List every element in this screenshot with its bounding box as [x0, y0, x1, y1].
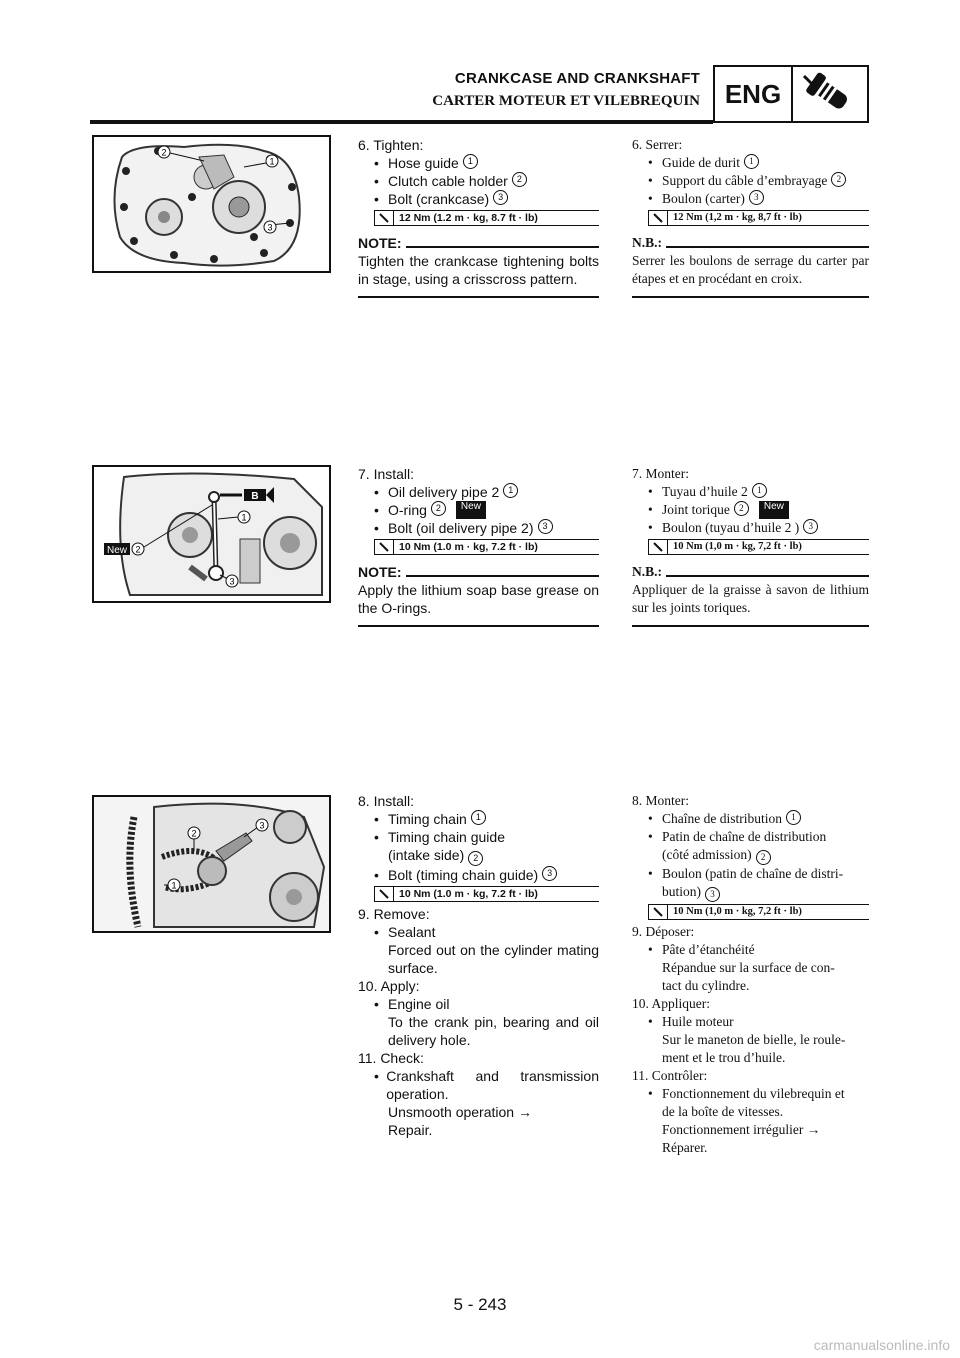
fr-step-7: 7. Monter: • Tuyau d’huile 2 1 • Joint torique 2 New • Boulon (tuyau d’huile 2 ) 3 10 Nm (1,0 m · kg, 7,2 ft · lb) N.B.: Appliquer de la graisse à savon de lithium sur les joints toriques.: [632, 465, 869, 627]
en-s11-title: 11. Check:: [358, 1050, 424, 1066]
fr-s8-torque: 10 Nm (1,0 m · kg, 7,2 ft · lb): [648, 904, 869, 920]
en-s7-item-1: Oil delivery pipe 2: [388, 484, 500, 500]
fig1-callout-3: 3: [267, 222, 273, 233]
en-step-6: 6. Tighten: • Hose guide 1 • Clutch cable holder 2 • Bolt (crankcase) 3 12 Nm (1.2 m · kg, 8.7 ft · lb) NOTE: Tighten the crankcase tightening bolts in stage, using a crisscross pattern.: [358, 136, 599, 298]
fr-s7-torque: 10 Nm (1,0 m · kg, 7,2 ft · lb): [648, 539, 869, 555]
wrench-icon: [649, 905, 668, 919]
fr-s9-title: 9. Déposer:: [632, 924, 695, 939]
timing-chain-illustration: [94, 797, 329, 931]
fr-s8-item-3: Boulon (patin de chaîne de distri-: [662, 866, 844, 881]
section-label: ENG: [715, 67, 793, 121]
fr-s6-title: 6. Serrer:: [632, 137, 683, 152]
fr-s10-desc-2: ment et le trou d’huile.: [662, 1050, 786, 1065]
fr-s6-item-3: Boulon (carter): [662, 191, 745, 206]
fr-s8-item-3b: bution): [662, 884, 701, 899]
fr-s9-item: Pâte d’étanchéité: [662, 942, 755, 957]
fr-s6-num-3: 3: [749, 190, 764, 205]
header-rule: [90, 120, 713, 124]
en-s9-item: Sealant: [388, 924, 436, 940]
fr-s6-item-2: Support du câble d’embrayage: [662, 173, 828, 188]
en-s11-desc-1: Unsmooth operation →: [388, 1104, 532, 1120]
en-s7-title: 7. Install:: [358, 466, 415, 482]
header-title-en: CRANKCASE AND CRANKSHAFT: [454, 70, 700, 87]
fr-s8-item-1: Chaîne de distribution: [662, 811, 782, 826]
en-s7-num-3: 3: [538, 519, 553, 534]
fr-s7-new-tag: New: [759, 501, 789, 519]
fr-s11-item-1: Fonctionnement du vilebrequin et: [662, 1086, 845, 1101]
figure-crankcase-bolts: [92, 135, 331, 273]
en-s8-item-3: Bolt (timing chain guide): [388, 867, 539, 883]
fr-s8-num-2: 2: [756, 850, 771, 865]
en-s6-item-1: Hose guide: [388, 155, 459, 171]
fr-s8-num-3: 3: [705, 887, 720, 902]
fr-s11-desc-2: Réparer.: [662, 1140, 708, 1155]
wrench-icon: [649, 211, 668, 225]
en-s10-title: 10. Apply:: [358, 978, 420, 994]
fr-s7-item-2: Joint torique: [662, 502, 730, 517]
crankcase-illustration: [94, 137, 329, 271]
en-s10-desc: To the crank pin, bearing and oil delivery hole.: [388, 1014, 599, 1048]
fr-s11-desc-1: Fonctionnement irrégulier →: [662, 1122, 821, 1137]
wrench-icon: [375, 887, 394, 901]
en-s7-note-label: NOTE:: [358, 564, 402, 580]
fr-s8-num-1: 1: [786, 810, 801, 825]
section-badge: [713, 65, 869, 123]
en-s8-item-1: Timing chain: [388, 811, 467, 827]
en-s6-num-3: 3: [493, 190, 508, 205]
en-s6-torque: 12 Nm (1.2 m · kg, 8.7 ft · lb): [374, 210, 599, 226]
fr-s7-item-1: Tuyau d’huile 2: [662, 484, 748, 499]
fig2-callout-3: 3: [229, 576, 235, 587]
en-step-7: 7. Install: • Oil delivery pipe 2 1 • O-ring 2 New • Bolt (oil delivery pipe 2) 3 10 Nm (1.0 m · kg, 7.2 ft · lb) NOTE: Apply the lithium soap base grease on the O-rings.: [358, 465, 599, 627]
en-s10-item: Engine oil: [388, 996, 450, 1012]
en-s9-title: 9. Remove:: [358, 906, 430, 922]
fr-step-6: 6. Serrer: • Guide de durit 1 • Support du câble d’embrayage 2 • Boulon (carter) 3 12 Nm (1,2 m · kg, 8,7 ft · lb) N.B.: Serrer les boulons de serrage du carter par étapes et en procédant en croix.: [632, 136, 869, 298]
fr-s11-item-2: de la boîte de vitesses.: [662, 1104, 784, 1119]
en-steps-8-11: 8. Install: • Timing chain 1 • Timing chain guide (intake side) 2 • Bolt (timing chain guide) 3 10 Nm (1.0 m · kg, 7.2 ft · lb) 9. Remove: • Sealant Forced out on the cylinder mating surface. 10. Apply: • Engine oil To the crank pin, bearing and oil delivery hole. 11. Check: • Crankshaft and transmission operation. Unsmooth operation → Repair.: [358, 793, 599, 1138]
fr-s6-num-1: 1: [744, 154, 759, 169]
oil-pipe-illustration: [94, 467, 329, 601]
svg-text:B: B: [251, 491, 259, 502]
en-s6-note-label: NOTE:: [358, 235, 402, 251]
fr-s9-desc-1: Répandue sur la surface de con-: [662, 960, 835, 975]
fig1-callout-2: 2: [161, 147, 167, 158]
fr-s10-title: 10. Appliquer:: [632, 996, 710, 1011]
en-s7-new-tag: New: [456, 501, 486, 519]
fr-s6-num-2: 2: [831, 172, 846, 187]
en-s8-title: 8. Install:: [358, 793, 415, 809]
fig3-callout-3: 3: [259, 820, 265, 831]
header-title-fr: CARTER MOTEUR ET VILEBREQUIN: [432, 93, 700, 109]
fr-s10-desc-1: Sur le maneton de bielle, le roule-: [662, 1032, 846, 1047]
en-s6-item-3: Bolt (crankcase): [388, 191, 490, 207]
fr-s7-note-label: N.B.:: [632, 564, 662, 579]
fr-s6-torque: 12 Nm (1,2 m · kg, 8,7 ft · lb): [648, 210, 869, 226]
en-s6-title: 6. Tighten:: [358, 137, 424, 153]
fr-s7-title: 7. Monter:: [632, 466, 689, 481]
en-s8-num-3: 3: [542, 866, 557, 881]
en-s6-note-text: Tighten the crankcase tightening bolts in stage, using a crisscross pattern.: [358, 253, 599, 287]
fig3-callout-1: 1: [171, 880, 177, 891]
fr-s11-title: 11. Contrôler:: [632, 1068, 708, 1083]
fr-s7-num-2: 2: [734, 501, 749, 516]
en-s8-num-2: 2: [468, 851, 483, 866]
watermark: carmanualsonline.info: [813, 1337, 950, 1353]
fr-s9-desc-2: tact du cylindre.: [662, 978, 750, 993]
fr-s6-note-label: N.B.:: [632, 235, 662, 250]
fr-s7-num-3: 3: [803, 519, 818, 534]
en-s8-item-2: Timing chain guide: [388, 829, 505, 845]
en-s7-item-3: Bolt (oil delivery pipe 2): [388, 520, 534, 536]
en-s7-torque: 10 Nm (1.0 m · kg, 7.2 ft · lb): [374, 539, 599, 555]
wrench-icon: [375, 211, 394, 225]
fr-steps-8-11: 8. Monter: • Chaîne de distribution 1 • Patin de chaîne de distribution (côté admission) 2 • Boulon (patin de chaîne de distri- bution) 3 10 Nm (1,0 m · kg, 7,2 ft · lb) 9. Déposer: • Pâte d’étanchéité Répandue sur la surface de con- tact du cylindre. 10. Appliquer: • Huile moteur Sur le maneton de bielle, le roule- ment et le trou d’huile. 11. Contrôler: • Fonctionnement du vilebrequin et de la boîte de vitesses. Fonctionnement irrégulier → Réparer.: [632, 792, 869, 1157]
fig3-callout-2: 2: [191, 828, 197, 839]
fr-s8-item-2b: (côté admission): [662, 847, 752, 862]
en-s8-num-1: 1: [471, 810, 486, 825]
en-s7-item-2: O-ring: [388, 502, 427, 518]
fr-s8-title: 8. Monter:: [632, 793, 689, 808]
en-s6-num-2: 2: [512, 172, 527, 187]
wrench-icon: [375, 540, 394, 554]
fig2-new-tag: New: [106, 545, 128, 556]
en-s7-num-2: 2: [431, 501, 446, 516]
en-s6-item-2: Clutch cable holder: [388, 173, 508, 189]
en-s7-num-1: 1: [503, 483, 518, 498]
wrench-icon: [649, 540, 668, 554]
fr-s8-item-2: Patin de chaîne de distribution: [662, 829, 827, 844]
en-s9-desc: Forced out on the cylinder mating surface.: [388, 942, 599, 976]
figure-timing-chain: [92, 795, 331, 933]
en-s7-note-text: Apply the lithium soap base grease on the O-rings.: [358, 582, 599, 616]
engine-icon: [793, 67, 867, 121]
fr-s7-note-text: Appliquer de la graisse à savon de lithium sur les joints toriques.: [632, 582, 869, 615]
en-s11-item: Crankshaft and transmission operation.: [386, 1068, 599, 1102]
figure-oil-delivery-pipe: [92, 465, 331, 603]
en-s8-item-2b: (intake side): [388, 847, 465, 863]
fig2-callout-1: 1: [241, 512, 247, 523]
fig2-callout-2: 2: [135, 544, 141, 555]
fr-s6-item-1: Guide de durit: [662, 155, 740, 170]
en-s6-num-1: 1: [463, 154, 478, 169]
page-number: 5 - 243: [453, 1295, 507, 1314]
en-s11-desc-2: Repair.: [388, 1122, 433, 1138]
en-s8-torque: 10 Nm (1.0 m · kg, 7.2 ft · lb): [374, 886, 599, 902]
fr-s10-item: Huile moteur: [662, 1014, 734, 1029]
fr-s6-note-text: Serrer les boulons de serrage du carter par étapes et en procédant en croix.: [632, 253, 869, 286]
fig1-callout-1: 1: [269, 156, 275, 167]
fr-s7-num-1: 1: [752, 483, 767, 498]
fr-s7-item-3: Boulon (tuyau d’huile 2 ): [662, 520, 800, 535]
